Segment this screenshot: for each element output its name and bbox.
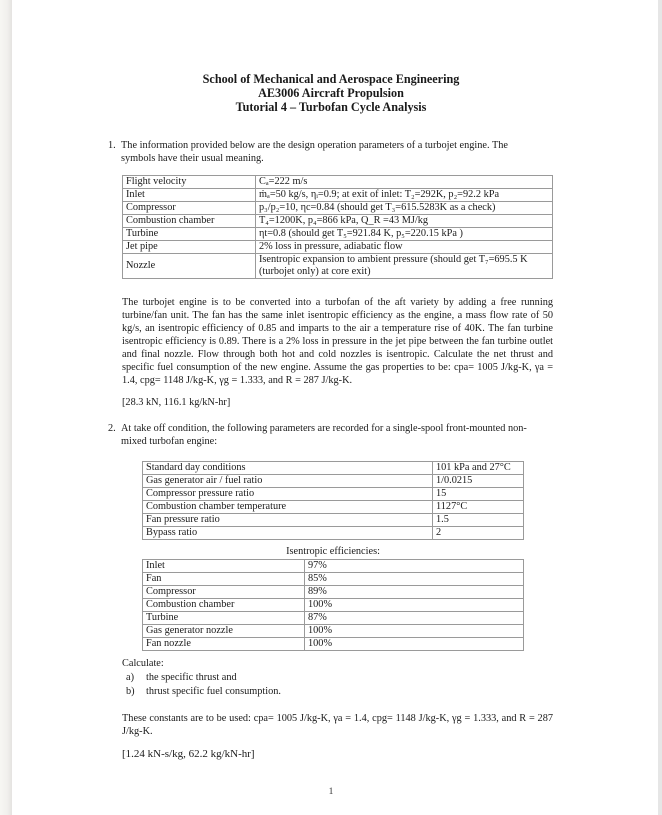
question-2-intro — [108, 422, 558, 448]
param-value: Isentropic expansion to ambient pressure (should get T₇=695.5 K (turbojet only) at core exit) — [256, 254, 553, 279]
param-value: ṁₐ=50 kg/s, ηᵢ=0.9; at exit of inlet: T₂=292K, p₂=92.2 kPa — [256, 189, 553, 202]
param-name: Compressor — [123, 202, 256, 215]
question-1-paragraph: The turbojet engine is to be converted into a turbofan of the aft variety by adding a free running turbine/fan unit. The fan has the same inlet isentropic efficiency as the engine, a mass flow rate of 50 kg/s, an isentropic efficiency of 0.85 and imparts to the air a temperature rise of 40K. The fan turbine isentropic efficiency is 0.89. There is a 2% loss in pressure in the jet pipe between the fan turbine outlet and final nozzle. Flow through both hot and cold nozzles is isentropic. Calculate the net thrust and specific fuel consumption of the new engine. Assume the gas properties to be: cpa= 1005 J/kg-K, γa = 1.4, cpg= 1148 J/kg-K, γg = 1.333, and R = 287 J/kg-K. — [122, 297, 553, 386]
param-value: T₄=1200K, p₄=866 kPa, Q_R =43 MJ/kg — [256, 215, 553, 228]
list-item — [122, 671, 281, 685]
question-2-intro-line2: mixed turbofan engine: — [121, 436, 218, 447]
question-number: 2. — [108, 423, 116, 434]
param-name: Jet pipe — [123, 241, 256, 254]
param-value: Cₐ=222 m/s — [256, 176, 553, 189]
param-name: Combustion chamber — [123, 215, 256, 228]
efficiency-value: 89% — [305, 586, 524, 599]
param-name: Gas generator air / fuel ratio — [143, 475, 433, 488]
course-title: AE3006 Aircraft Propulsion — [258, 86, 404, 100]
param-value: 1.5 — [433, 514, 524, 527]
list-item-text: thrust specific fuel consumption. — [146, 686, 281, 697]
table-row — [143, 560, 524, 573]
table-row — [143, 488, 524, 501]
table-row — [143, 527, 524, 540]
param-value: 15 — [433, 488, 524, 501]
param-name: Standard day conditions — [143, 462, 433, 475]
param-value: 2 — [433, 527, 524, 540]
param-name: Flight velocity — [123, 176, 256, 189]
table-row — [143, 586, 524, 599]
page-number: 1 — [328, 787, 334, 797]
component-name: Inlet — [143, 560, 305, 573]
table-row — [143, 462, 524, 475]
question-1-answer: [28.3 kN, 116.1 kg/kN-hr] — [122, 397, 231, 408]
param-name: Turbine — [123, 228, 256, 241]
table-row — [143, 638, 524, 651]
table-row — [123, 241, 553, 254]
param-name: Combustion chamber temperature — [143, 501, 433, 514]
param-value: 2% loss in pressure, adiabatic flow — [256, 241, 553, 254]
question-number: 1. — [108, 140, 116, 151]
list-item-label: a) — [126, 672, 134, 683]
table-row — [143, 573, 524, 586]
table-row — [143, 599, 524, 612]
list-item-label: b) — [126, 686, 135, 697]
efficiency-value: 97% — [305, 560, 524, 573]
param-name: Inlet — [123, 189, 256, 202]
component-name: Combustion chamber — [143, 599, 305, 612]
component-name: Fan — [143, 573, 305, 586]
table-row — [123, 202, 553, 215]
question-2-answer: [1.24 kN-s/kg, 62.2 kg/kN-hr] — [122, 748, 255, 760]
table-row — [123, 176, 553, 189]
question-2-constants: These constants are to be used: cpa= 1005 J/kg-K, γa = 1.4, cpg= 1148 J/kg-K, γg = 1.333, and R = 287 J/kg-K. — [122, 713, 553, 737]
tutorial-title: Tutorial 4 – Turbofan Cycle Analysis — [235, 100, 427, 114]
param-name: Fan pressure ratio — [143, 514, 433, 527]
param-value: 1/0.0215 — [433, 475, 524, 488]
isentropic-efficiencies-table — [142, 559, 524, 651]
param-value: ηt=0.8 (should get T₅=921.84 K, p₅=220.15 kPa ) — [256, 228, 553, 241]
isentropic-efficiencies-label: Isentropic efficiencies: — [286, 546, 380, 557]
param-value: 1127°C — [433, 501, 524, 514]
efficiency-value: 87% — [305, 612, 524, 625]
efficiency-value: 85% — [305, 573, 524, 586]
table-row — [123, 215, 553, 228]
list-item — [122, 685, 281, 699]
turbojet-parameters-table — [122, 175, 553, 279]
table-row — [123, 189, 553, 202]
question-1-intro-line1: The information provided below are the design operation parameters of a turbojet engine. The — [121, 140, 508, 151]
component-name: Compressor — [143, 586, 305, 599]
table-row — [143, 475, 524, 488]
question-2-intro-line1: At take off condition, the following parameters are recorded for a single-spool front-mounted non- — [121, 423, 527, 434]
param-name: Nozzle — [123, 254, 256, 279]
param-value: 101 kPa and 27°C — [433, 462, 524, 475]
param-value: p₃/p₂=10, ηc=0.84 (should get T₃=615.5283K as a check) — [256, 202, 553, 215]
list-item-text: the specific thrust and — [146, 672, 237, 683]
document-header — [0, 72, 662, 114]
efficiency-value: 100% — [305, 625, 524, 638]
param-name: Compressor pressure ratio — [143, 488, 433, 501]
table-row — [123, 228, 553, 241]
table-row — [143, 501, 524, 514]
turbofan-parameters-table — [142, 461, 524, 540]
param-name: Bypass ratio — [143, 527, 433, 540]
calculate-section — [122, 657, 281, 699]
efficiency-value: 100% — [305, 599, 524, 612]
school-title: School of Mechanical and Aerospace Engineering — [202, 72, 460, 86]
table-row — [143, 625, 524, 638]
component-name: Turbine — [143, 612, 305, 625]
component-name: Fan nozzle — [143, 638, 305, 651]
component-name: Gas generator nozzle — [143, 625, 305, 638]
efficiency-value: 100% — [305, 638, 524, 651]
question-1-intro — [108, 139, 548, 165]
table-row — [143, 514, 524, 527]
table-row — [143, 612, 524, 625]
calculate-label: Calculate: — [122, 658, 164, 669]
question-1-intro-line2: symbols have their usual meaning. — [121, 153, 264, 164]
table-row — [123, 254, 553, 279]
